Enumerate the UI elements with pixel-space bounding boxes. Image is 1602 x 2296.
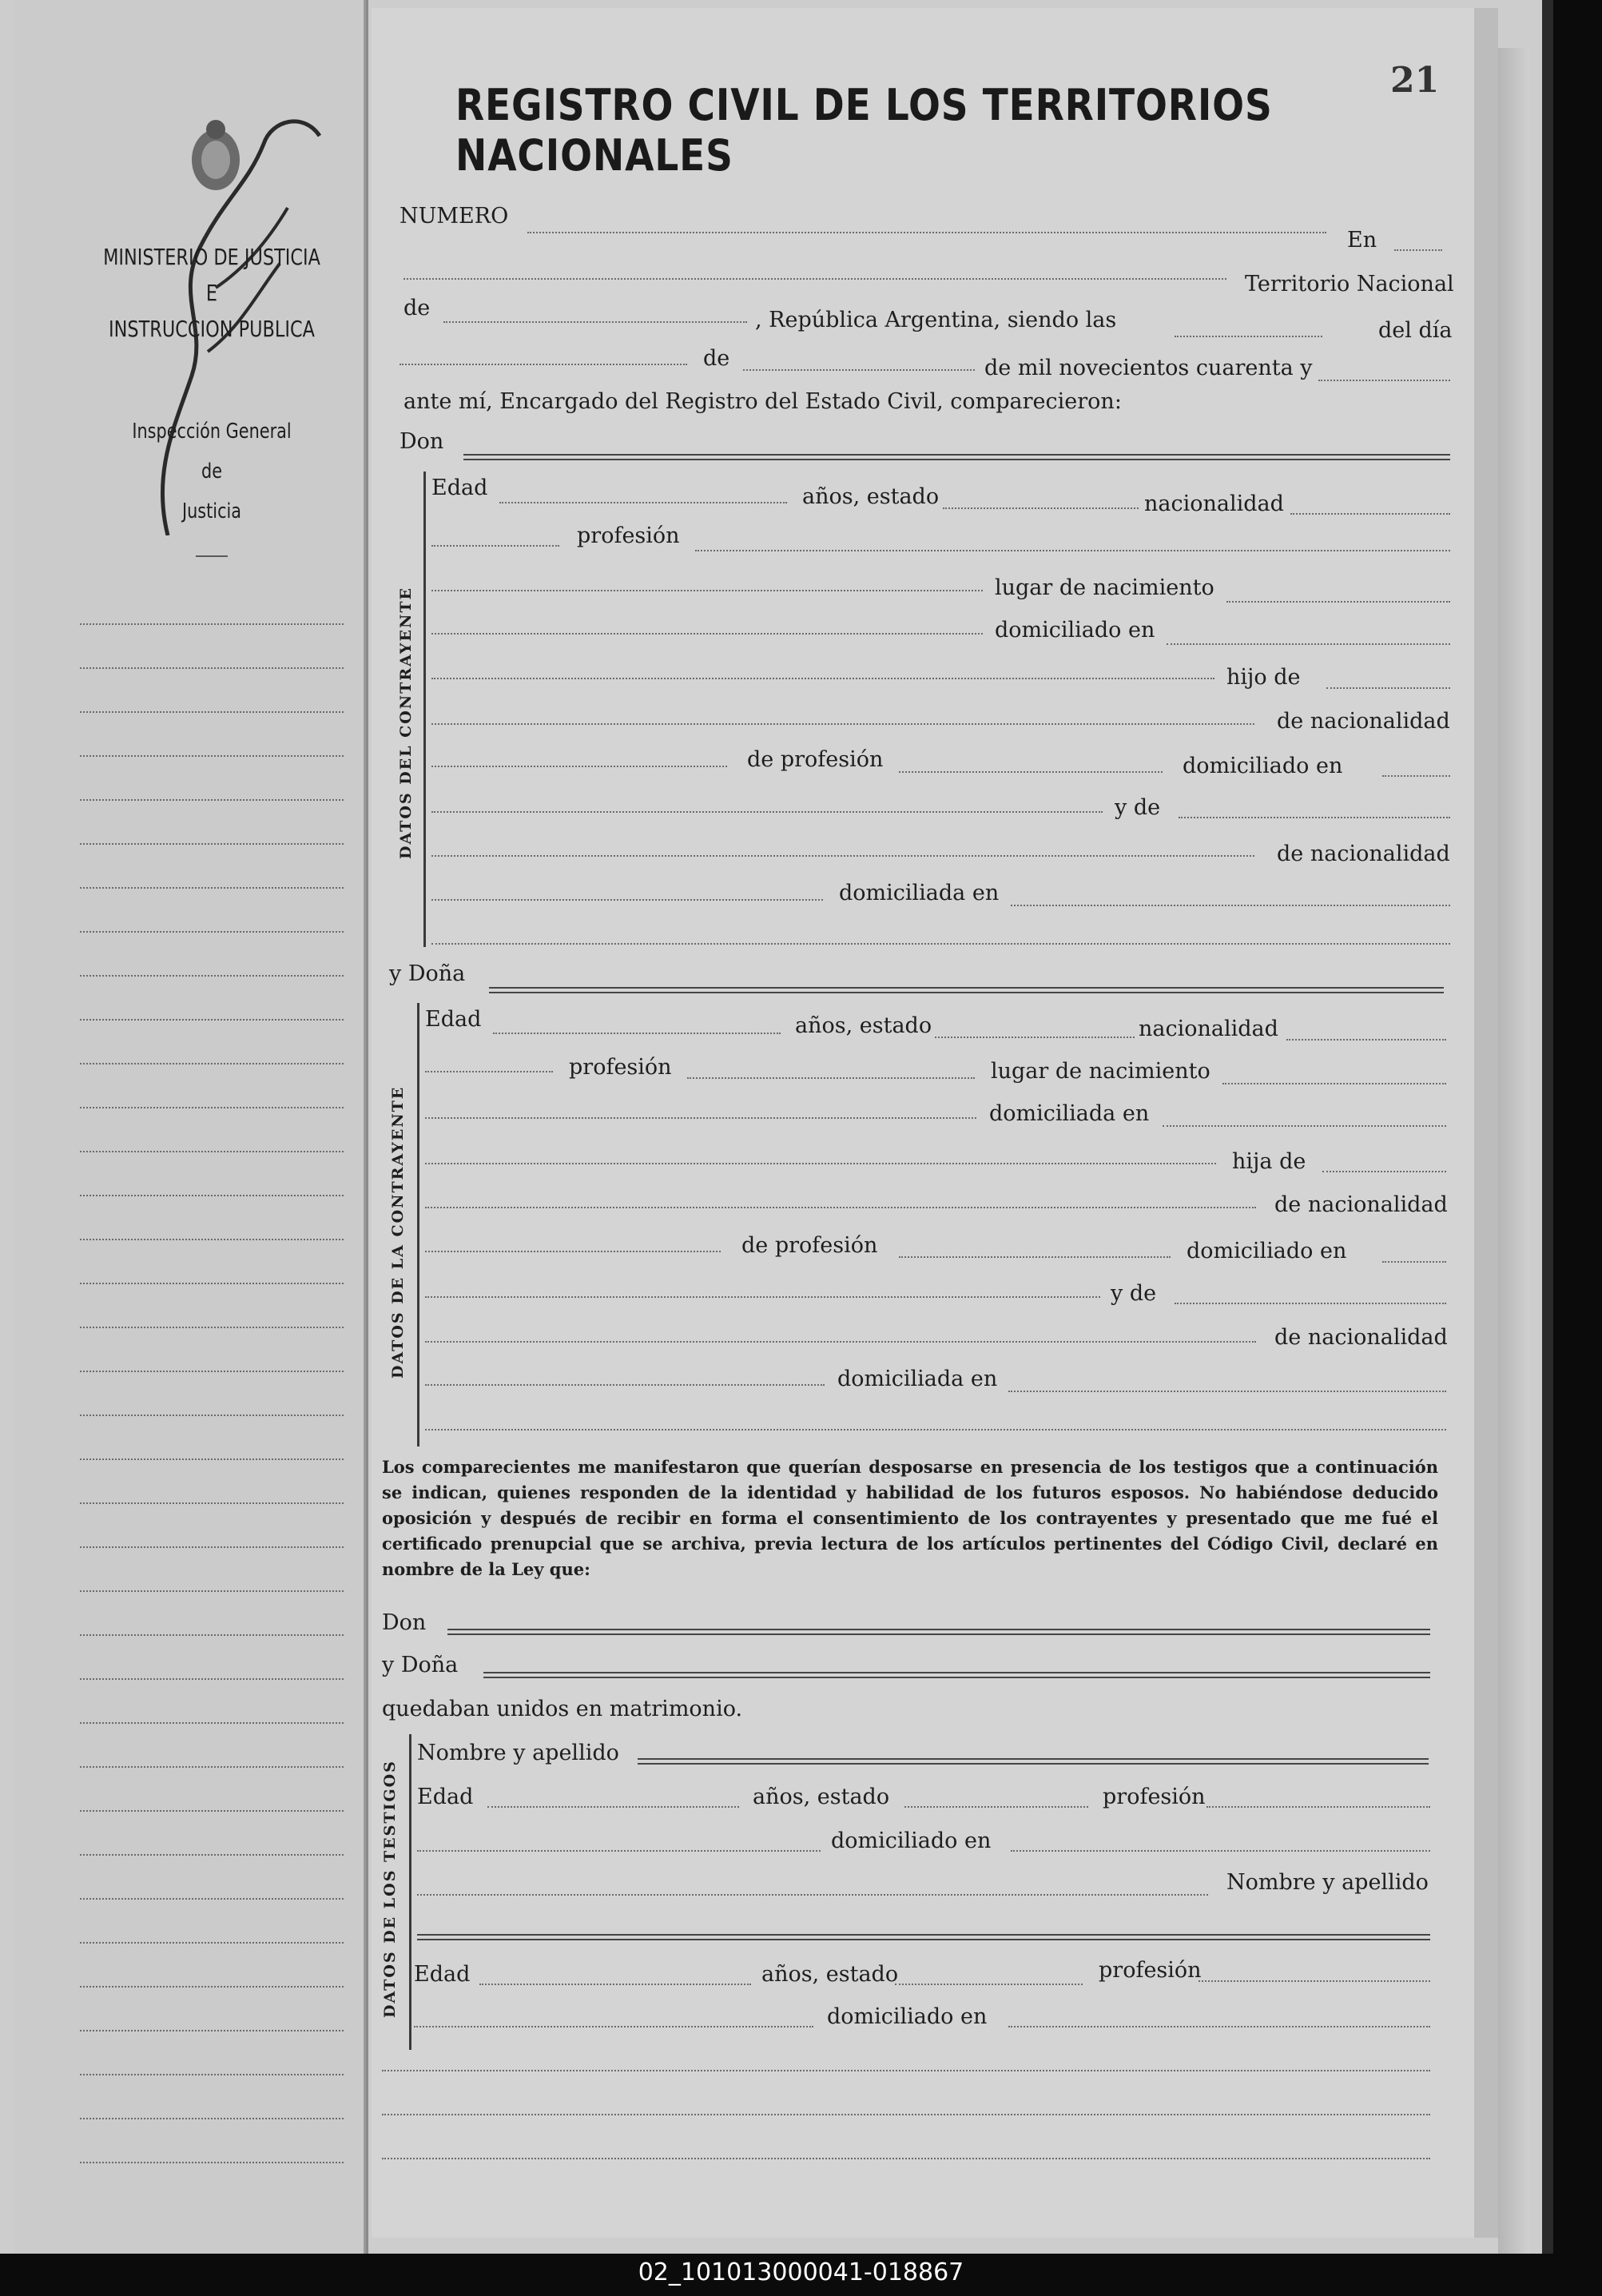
label-lugar-nacimiento: lugar de nacimiento — [995, 575, 1214, 600]
label-domiciliado-en2: domiciliado en — [1183, 754, 1343, 778]
label-hijo-de: hijo de — [1226, 665, 1301, 690]
label-de-nacionalidad2: de nacionalidad — [1277, 842, 1450, 866]
field-lugar-nacimiento-f[interactable] — [1222, 1083, 1446, 1084]
field-madre-f-domicilio[interactable] — [1008, 1391, 1446, 1392]
field-padre-f-nombre[interactable] — [425, 1207, 1256, 1208]
page-number: 21 — [1390, 60, 1440, 101]
label-profesion-t2: profesión — [1099, 1958, 1202, 1983]
margin-note-line[interactable] — [80, 2162, 344, 2163]
field-profesion-pre[interactable] — [431, 545, 559, 547]
field-don-nombre[interactable] — [463, 454, 1450, 460]
field-domiciliada-en-f[interactable] — [1163, 1125, 1446, 1127]
field-padre-profesion[interactable] — [899, 771, 1163, 773]
inspection-line3: Justicia — [181, 499, 242, 523]
field-edad-f[interactable] — [493, 1033, 781, 1034]
margin-note-line[interactable] — [80, 1766, 344, 1768]
label-domiciliado-en-t1: domiciliado en — [831, 1828, 992, 1853]
field-madre-f-nombre[interactable] — [425, 1341, 1256, 1343]
label-quedaban: quedaban unidos en matrimonio. — [382, 1697, 743, 1721]
label-del-dia: del día — [1378, 318, 1453, 343]
field-dona-nombre[interactable] — [489, 987, 1444, 993]
field-profesion[interactable] — [695, 550, 1450, 551]
field-madre[interactable] — [1179, 817, 1450, 818]
field-lugar-pre[interactable] — [431, 590, 983, 591]
field-profesion-f[interactable] — [687, 1077, 975, 1079]
field-madre-nac[interactable] — [431, 899, 823, 901]
label-nacionalidad: nacionalidad — [1144, 491, 1284, 516]
label-domiciliado-en: domiciliado en — [995, 618, 1155, 643]
label-lugar-nacimiento-f: lugar de nacimiento — [991, 1059, 1210, 1084]
testigos-bracket — [409, 1734, 411, 2050]
margin-note-line[interactable] — [80, 1722, 344, 1724]
label-de-profesion: de profesión — [747, 747, 884, 772]
field-madre-nombre[interactable] — [431, 855, 1254, 857]
margin-note-line[interactable] — [80, 1502, 344, 1504]
label-de: de — [403, 296, 431, 320]
footer-id: 02_101013000041-018867 — [638, 2258, 964, 2286]
field-domicilio-t1-2[interactable] — [417, 1894, 1208, 1896]
form-page — [372, 8, 1498, 2238]
blank-line[interactable] — [382, 2158, 1430, 2159]
contrayente-bracket — [423, 472, 426, 947]
label-anos-estado-t1: años, estado — [753, 1785, 890, 1809]
field-madre-f[interactable] — [1175, 1303, 1446, 1304]
label-anos-estado: años, estado — [802, 484, 940, 509]
margin-note-line[interactable] — [80, 1063, 344, 1064]
margin-note-line[interactable] — [80, 755, 344, 757]
label-de-profesion-f: de profesión — [741, 1233, 878, 1258]
label-union-don: Don — [382, 1610, 427, 1635]
margin-note-line[interactable] — [80, 1678, 344, 1680]
field-lugar-nacimiento[interactable] — [1226, 601, 1450, 603]
field-padre-f-pre[interactable] — [425, 1163, 1216, 1164]
field-union-don[interactable] — [447, 1629, 1430, 1635]
label-domiciliada-en: domiciliada en — [839, 881, 1000, 905]
margin-note-line[interactable] — [80, 1019, 344, 1021]
label-don: Don — [400, 429, 444, 454]
margin-note-line[interactable] — [80, 1546, 344, 1548]
field-padre-domicilio2[interactable] — [431, 811, 1103, 813]
label-profesion-t1: profesión — [1103, 1785, 1206, 1809]
margin-note-line[interactable] — [80, 1239, 344, 1240]
label-de-nacionalidad2-f: de nacionalidad — [1274, 1325, 1448, 1350]
contrayenta-side-label: DATOS DE LA CONTRAYENTE — [389, 1085, 407, 1379]
field-mes[interactable] — [743, 369, 975, 371]
label-domiciliada-en2-f: domiciliada en — [837, 1367, 998, 1391]
ministry-line1: MINISTERIO DE JUSTICIA — [103, 244, 320, 270]
field-edad[interactable] — [499, 502, 787, 503]
field-edad-t1[interactable] — [487, 1806, 739, 1808]
field-domicilio-t2[interactable] — [1008, 2026, 1430, 2027]
contrayenta-bracket — [417, 1003, 419, 1446]
label-nombre-apellido: Nombre y apellido — [417, 1741, 619, 1765]
blank-line[interactable] — [382, 2114, 1430, 2115]
margin-note-line[interactable] — [80, 931, 344, 933]
margin-note-line[interactable] — [80, 1151, 344, 1152]
label-de-nacionalidad: de nacionalidad — [1277, 709, 1450, 734]
margin-note-line[interactable] — [80, 1942, 344, 1944]
field-hija-de[interactable] — [1322, 1171, 1446, 1172]
field-profesion-t2[interactable] — [1199, 1980, 1430, 1982]
margin-note-line[interactable] — [80, 1107, 344, 1108]
label-union-dona: y Doña — [382, 1653, 459, 1677]
margin-note-line[interactable] — [80, 1327, 344, 1328]
label-nombre-apellido2: Nombre y apellido — [1226, 1870, 1429, 1895]
field-domicilio-f-pre[interactable] — [425, 1117, 976, 1119]
label-en: En — [1347, 228, 1377, 253]
label-domiciliada-en-f: domiciliada en — [989, 1101, 1150, 1126]
field-madre-f-nac[interactable] — [425, 1384, 825, 1386]
margin-note-line[interactable] — [80, 1590, 344, 1592]
label-anos-estado-t2: años, estado — [761, 1962, 899, 1987]
margin-dash — [196, 555, 228, 557]
field-estado[interactable] — [943, 507, 1139, 509]
field-profesion-t1[interactable] — [1206, 1806, 1430, 1808]
margin-note-line[interactable] — [80, 2118, 344, 2119]
field-padre-f-profesion[interactable] — [899, 1256, 1171, 1258]
field-padre-domicilio[interactable] — [1382, 775, 1450, 777]
margin-note-line[interactable] — [80, 1986, 344, 1988]
field-testigo1-nombre[interactable] — [638, 1758, 1429, 1765]
field-numero[interactable] — [527, 232, 1326, 233]
field-en[interactable] — [1394, 249, 1442, 251]
page-edge — [1498, 48, 1530, 2254]
margin-note-line[interactable] — [80, 711, 344, 713]
field-estado-t2[interactable] — [895, 1984, 1083, 1985]
label-edad: Edad — [431, 476, 488, 500]
margin-note-line[interactable] — [80, 1458, 344, 1460]
field-hijo-de[interactable] — [1326, 687, 1450, 689]
field-de[interactable] — [443, 321, 747, 323]
field-padre-nombre[interactable] — [431, 723, 1254, 725]
field-testigo2-nombre[interactable] — [417, 1934, 1430, 1940]
field-padre-f-domicilio[interactable] — [1382, 1261, 1446, 1263]
field-edad-t2[interactable] — [479, 1984, 751, 1985]
field-domicilio-t1[interactable] — [1011, 1850, 1430, 1852]
field-anio[interactable] — [1318, 380, 1450, 381]
label-de-nacionalidad-f: de nacionalidad — [1274, 1192, 1448, 1217]
label-edad-t2: Edad — [414, 1962, 471, 1987]
label-republica: , República Argentina, siendo las — [755, 308, 1117, 332]
field-madre-domicilio[interactable] — [1011, 905, 1450, 906]
label-y-dona: y Doña — [389, 961, 466, 986]
label-de2: de — [703, 346, 730, 371]
inspection-line1: Inspección General — [132, 420, 292, 444]
label-hija-de: hija de — [1232, 1149, 1306, 1174]
ministry-line2: E — [205, 280, 218, 306]
margin-note-line[interactable] — [80, 1283, 344, 1284]
margin-note-line[interactable] — [80, 2074, 344, 2075]
label-y-de: y de — [1115, 795, 1161, 820]
field-nacionalidad-f[interactable] — [1286, 1039, 1446, 1041]
ministry-line3: INSTRUCCION PUBLICA — [109, 316, 315, 342]
field-madre-f-domicilio2[interactable] — [425, 1429, 1446, 1431]
field-territorio[interactable] — [403, 278, 1226, 280]
field-padre-f-domicilio2[interactable] — [425, 1296, 1100, 1298]
field-domicilio-t2-pre[interactable] — [414, 2026, 813, 2027]
label-edad-t1: Edad — [417, 1785, 474, 1809]
margin-note-line[interactable] — [80, 2030, 344, 2031]
margin-note-line[interactable] — [80, 1195, 344, 1196]
field-union-dona[interactable] — [483, 1672, 1430, 1678]
field-dia[interactable] — [400, 364, 687, 365]
margin-note-line[interactable] — [80, 1854, 344, 1856]
label-numero: NUMERO — [400, 204, 509, 229]
label-profesion-f: profesión — [569, 1055, 672, 1080]
margin-note-line[interactable] — [80, 1898, 344, 1900]
label-nacionalidad-f: nacionalidad — [1139, 1017, 1278, 1041]
field-padre-f-nac[interactable] — [425, 1251, 721, 1252]
contrayente-side-label: DATOS DEL CONTRAYENTE — [397, 587, 415, 859]
margin-note-line[interactable] — [80, 887, 344, 889]
margin-divider — [364, 0, 366, 2254]
field-hora[interactable] — [1175, 336, 1322, 337]
label-territorio-nacional: Territorio Nacional — [1245, 272, 1454, 296]
field-profesion-f-pre[interactable] — [425, 1071, 553, 1072]
label-mil-novecientos: de mil novecientos cuarenta y — [984, 356, 1313, 380]
field-domiciliado-en[interactable] — [1167, 643, 1450, 645]
label-y-de-f: y de — [1111, 1281, 1157, 1306]
testigos-side-label: DATOS DE LOS TESTIGOS — [381, 1760, 399, 2018]
label-anos-estado-f: años, estado — [795, 1013, 932, 1038]
field-madre-domicilio2[interactable] — [431, 943, 1450, 945]
label-ante-mi: ante mí, Encargado del Registro del Estado Civil, comparecieron: — [403, 389, 1122, 414]
blank-line[interactable] — [382, 2070, 1430, 2071]
margin-note-line[interactable] — [80, 1415, 344, 1416]
margin-note-line[interactable] — [80, 843, 344, 845]
field-domicilio-pre[interactable] — [431, 633, 983, 635]
field-padre-nac[interactable] — [431, 766, 727, 767]
label-edad-f: Edad — [425, 1007, 482, 1032]
inspection-line2: de — [201, 460, 222, 483]
margin-note-line[interactable] — [80, 1371, 344, 1372]
margin-note-line[interactable] — [80, 667, 344, 669]
label-domiciliado-en-f: domiciliado en — [1187, 1239, 1347, 1263]
margin-note-line[interactable] — [80, 975, 344, 977]
margin-note-line[interactable] — [80, 623, 344, 625]
label-profesion: profesión — [577, 523, 680, 548]
declaration-paragraph: Los comparecientes me manifestaron que querían desposarse en presencia de los testigos que a continuación se indican, quienes responden de la identidad y habilidad de los futuros esposos. No habiéndose deducido oposición y después de recibir en forma el consentimiento de los contrayentes y presentado que me fué el certificado prenupcial que se archiva, previa lectura de los artículos pertinentes del Código Civil, declaré en nombre de la Ley que: — [382, 1457, 1438, 1579]
field-estado-t1[interactable] — [904, 1806, 1088, 1808]
field-domicilio-t1-pre[interactable] — [417, 1850, 821, 1852]
margin-note-line[interactable] — [80, 1810, 344, 1812]
form-title: REGISTRO CIVIL DE LOS TERRITORIOS NACIONALES — [455, 80, 1273, 181]
margin-note-line[interactable] — [80, 799, 344, 801]
field-padre-pre[interactable] — [431, 678, 1214, 679]
field-nacionalidad[interactable] — [1290, 513, 1450, 515]
field-estado-f[interactable] — [935, 1037, 1135, 1038]
label-domiciliado-en-t2: domiciliado en — [827, 2004, 988, 2029]
margin-note-line[interactable] — [80, 1634, 344, 1636]
